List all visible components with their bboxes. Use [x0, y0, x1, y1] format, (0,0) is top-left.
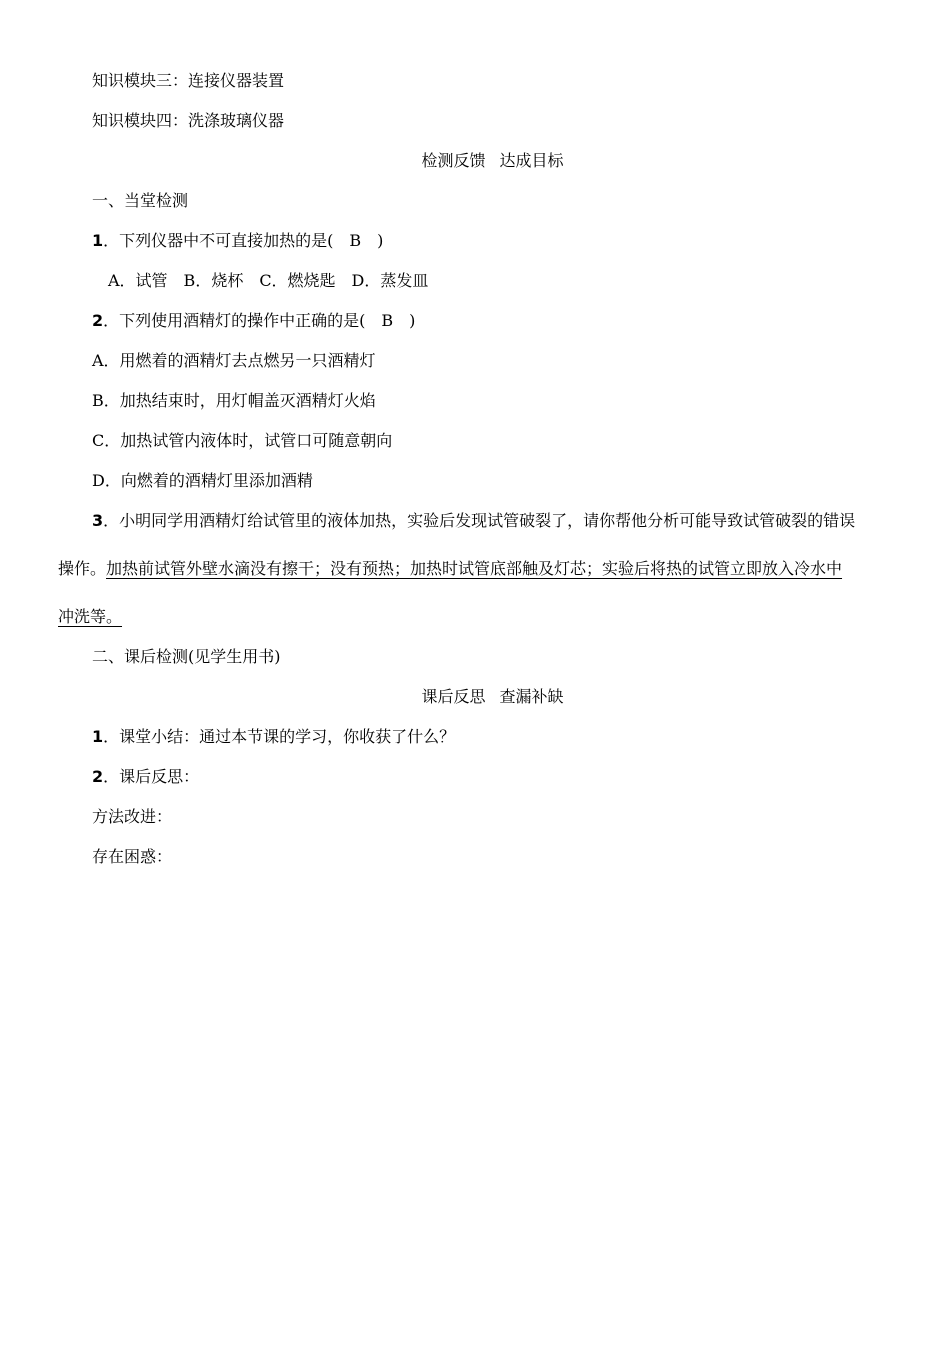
reflection-item-1-number: 1 [92, 727, 104, 746]
reflection-item-1-text: ．课堂小结：通过本节课的学习，你收获了什么？ [103, 727, 456, 746]
question-3-number: 3 [92, 511, 104, 530]
section-heading-reflection [0, 687, 950, 707]
question-2-option-a: A．用燃着的酒精灯去点燃另一只酒精灯 [92, 351, 376, 370]
section-heading-reflection-b: 查漏补缺 [499, 687, 564, 706]
module-four: 知识模块四：洗涤玻璃仪器 [92, 111, 285, 130]
question-2-option-c: C．加热试管内液体时，试管口可随意朝向 [92, 431, 393, 450]
existing-confusion: 存在困惑： [92, 847, 173, 866]
reflection-item-2-text: ．课后反思： [103, 767, 200, 786]
part-two-heading: 二、课后检测(见学生用书) [92, 647, 281, 666]
question-2-number: 2 [92, 311, 104, 330]
section-heading-feedback-a: 检测反馈 [421, 151, 486, 170]
section-heading-feedback-b: 达成目标 [499, 151, 564, 170]
section-heading-feedback [0, 151, 950, 171]
question-3-line-2 [58, 559, 842, 579]
question-2-option-d: D．向燃着的酒精灯里添加酒精 [92, 471, 313, 490]
question-2-option-b: B．加热结束时，用灯帽盖灭酒精灯火焰 [92, 391, 376, 410]
question-3-answer-part-1: 加热前试管外壁水滴没有擦干；没有预热；加热时试管底部触及灯芯；实验后将热的试管立即放入冷水中 [106, 559, 843, 578]
question-3-text: ．小明同学用酒精灯给试管里的液体加热，实验后发现试管破裂了，请你帮他分析可能导致试管破裂的错误 [103, 511, 856, 530]
question-1 [92, 231, 383, 251]
question-3-answer-part-2: 冲洗等。 [58, 607, 123, 626]
method-improvement: 方法改进： [92, 807, 173, 826]
question-3 [92, 511, 855, 531]
question-2-text: ．下列使用酒精灯的操作中正确的是( B ) [103, 311, 416, 330]
question-1-number: 1 [92, 231, 104, 250]
question-2 [92, 311, 415, 331]
reflection-item-2 [92, 767, 199, 787]
part-one-heading: 一、当堂检测 [92, 191, 189, 210]
module-three: 知识模块三：连接仪器装置 [92, 71, 285, 90]
question-3-prefix: 操作。 [58, 559, 107, 578]
reflection-item-2-number: 2 [92, 767, 104, 786]
question-1-text: ．下列仪器中不可直接加热的是( B ) [103, 231, 384, 250]
question-1-options: A．试管 B．烧杯 C．燃烧匙 D．蒸发皿 [108, 271, 429, 290]
question-3-line-3 [58, 607, 122, 627]
section-heading-reflection-a: 课后反思 [421, 687, 486, 706]
reflection-item-1 [92, 727, 455, 747]
